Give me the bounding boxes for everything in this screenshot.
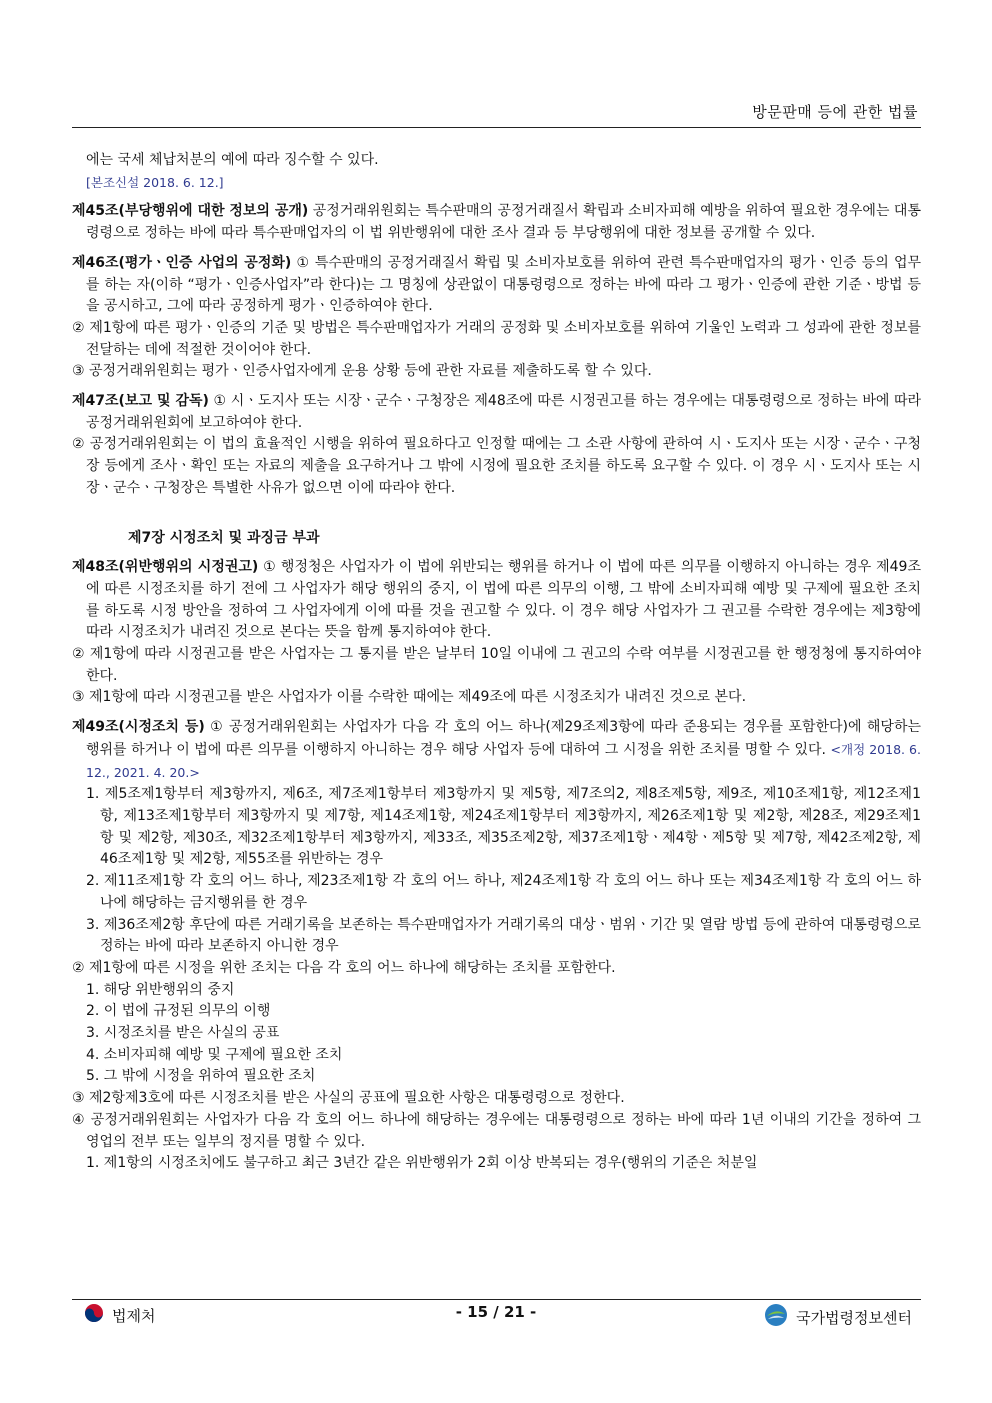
page-number: - 15 / 21 -: [455, 1303, 537, 1321]
article-46-paragraph-1: ① 특수판매의 공정거래질서 확립 및 소비자보호를 위하여 관련 특수판매업자의 평가ㆍ인증 등의 업무를 하는 자(이하 “평가ㆍ인증사업자”라 한다)는 그 명칭에 상관없이 대통령령으로 정하는 바에 따라 그 평가ㆍ인증에 관한 기준ㆍ방법 등을 공시하고, 그에 따라 공정하게 평가ㆍ인증하여야 한다.: [86, 254, 922, 315]
article-49-p2-item-2: 2. 이 법에 규정된 의무의 이행: [86, 1003, 271, 1020]
article-46-title: 제46조(평가ㆍ인증 사업의 공정화): [72, 254, 292, 271]
article-49-amendment-note: <개정 2018. 6. 12., 2021. 4. 20.>: [86, 741, 921, 780]
article-49-p4-item-1: 1. 제1항의 시정조치에도 불구하고 최근 3년간 같은 위반행위가 2회 이상 반복되는 경우(행위의 기준은 처분일: [86, 1155, 758, 1172]
article-48: [72, 557, 921, 644]
article-49-p2-item-1: 1. 해당 위반행위의 중지: [86, 981, 235, 998]
chapter-heading: 제7장 시정조치 및 과징금 부과: [128, 529, 320, 546]
article-49-title: 제49조(시정조치 등): [72, 719, 205, 736]
article-47: [72, 391, 921, 434]
article-49-paragraph-4: ④ 공정거래위원회는 사업자가 다음 각 호의 어느 하나에 해당하는 경우에는 대통령령으로 정하는 바에 따라 1년 이내의 기간을 정하여 그 영업의 전부 또는 일부의 정지를 명할 수 있다.: [72, 1111, 921, 1150]
article-49-item-1: 1. 제5조제1항부터 제3항까지, 제6조, 제7조제1항부터 제3항까지 및 제5항, 제7조의2, 제8조제5항, 제9조, 제10조제1항, 제12조제1항, 제13조제1항부터 제3항까지 및 제7항, 제14조제1항, 제24조제1항부터 제3항까지, 제26조제1항 및 제2항, 제28조, 제29조제1항 및 제2항, 제30조, 제32조제1항부터 제3항까지, 제33조, 제35조제2항, 제37조제1항ㆍ제4항ㆍ제5항 및 제7항, 제42조제2항, 제46조제1항 및 제2항, 제55조를 위반하는 경우: [86, 786, 921, 868]
document-body: [72, 150, 921, 1175]
article-49-item-3: 3. 제36조제2항 후단에 따른 거래기록을 보존하는 특수판매업자가 거래기록의 대상ㆍ범위ㆍ기간 및 열람 방법 등에 관하여 대통령령으로 정하는 바에 따라 보존하지 아니한 경우: [86, 916, 921, 955]
article-47-paragraph-2: ② 공정거래위원회는 이 법의 효율적인 시행을 위하여 필요하다고 인정할 때에는 그 소관 사항에 관하여 시ㆍ도지사 또는 시장ㆍ군수ㆍ구청장 등에게 조사ㆍ확인 또는 자료의 제출을 요구하거나 그 밖에 시정에 필요한 조치를 하도록 요구할 수 있다. 이 경우 시ㆍ도지사 또는 시장ㆍ군수ㆍ구청장은 특별한 사유가 없으면 이에 따라야 한다.: [72, 436, 921, 496]
footer-divider: [72, 1299, 921, 1300]
article-47-title: 제47조(보고 및 감독): [72, 393, 209, 410]
article-46-paragraph-3: ③ 공정거래위원회는 평가ㆍ인증사업자에게 운용 상황 등에 관한 자료를 제출하도록 할 수 있다.: [72, 363, 652, 380]
article-48-title: 제48조(위반행위의 시정권고): [72, 559, 259, 576]
article-48-paragraph-1: ① 행정청은 사업자가 이 법에 위반되는 행위를 하거나 이 법에 따른 의무를 이행하지 아니하는 경우 제49조에 따른 시정조치를 하기 전에 그 사업자가 해당 행위의 중지, 이 법에 따른 의무의 이행, 그 밖에 소비자피해 예방 및 구제에 필요한 조치를 하도록 시정 방안을 정하여 그 사업자에게 이에 따를 것을 권고할 수 있다. 이 경우 해당 사업자가 그 권고를 수락한 경우에는 제3항에 따라 시정조치가 내려진 것으로 본다는 뜻을 함께 통지하여야 한다.: [86, 559, 921, 641]
article-49-p2-item-5: 5. 그 밖에 시정을 위하여 필요한 조치: [86, 1068, 316, 1085]
article-48-paragraph-3: ③ 제1항에 따라 시정권고를 받은 사업자가 이를 수락한 때에는 제49조에 따른 시정조치가 내려진 것으로 본다.: [72, 689, 747, 706]
header-divider: [72, 127, 921, 128]
article-45-title: 제45조(부당행위에 대한 정보의 공개): [72, 203, 309, 220]
article-49-paragraph-2: ② 제1항에 따른 시정을 위한 조치는 다음 각 호의 어느 하나에 해당하는 조치를 포함한다.: [72, 959, 616, 976]
article-46: [72, 253, 921, 318]
article-49-paragraph-1: ① 공정거래위원회는 사업자가 다음 각 호의 어느 하나(제29조제3항에 따라 준용되는 경우를 포함한다)에 해당하는 행위를 하거나 이 법에 따른 의무를 이행하지 아니하는 경우 해당 사업자 등에 대하여 그 시정을 위한 조치를 명할 수 있다.: [86, 719, 921, 758]
footer-right: [764, 1303, 912, 1331]
article-49-paragraph-3: ③ 제2항제3호에 따른 시정조치를 받은 사실의 공표에 필요한 사항은 대통령령으로 정한다.: [72, 1090, 625, 1107]
amendment-note: [본조신설 2018. 6. 12.]: [86, 174, 224, 190]
article-47-paragraph-1: ① 시ㆍ도지사 또는 시장ㆍ군수ㆍ구청장은 제48조에 따른 시정권고를 하는 경우에는 대통령령으로 정하는 바에 따라 공정거래위원회에 보고하여야 한다.: [86, 393, 921, 431]
law-info-center-logo-icon: [764, 1303, 788, 1331]
article-49-p2-item-4: 4. 소비자피해 예방 및 구제에 필요한 조치: [86, 1046, 343, 1063]
article-46-paragraph-2: ② 제1항에 따른 평가ㆍ인증의 기준 및 방법은 특수판매업자가 거래의 공정화 및 소비자보호를 위하여 기울인 노력과 그 성과에 관한 정보를 전달하는 데에 적절한 것이어야 한다.: [72, 319, 921, 358]
article-45: [72, 201, 921, 244]
article-49-p2-item-3: 3. 시정조치를 받은 사실의 공표: [86, 1025, 280, 1042]
header-title: 방문판매 등에 관한 법률: [752, 103, 918, 121]
article-48-paragraph-2: ② 제1항에 따라 시정권고를 받은 사업자는 그 통지를 받은 날부터 10일 이내에 그 권고의 수락 여부를 시정권고를 한 행정청에 통지하여야 한다.: [72, 646, 921, 684]
continued-text: 에는 국세 체납처분의 예에 따라 징수할 수 있다.: [86, 152, 379, 168]
article-49: [72, 717, 921, 784]
article-49-item-2: 2. 제11조제1항 각 호의 어느 하나, 제23조제1항 각 호의 어느 하나, 제24조제1항 각 호의 어느 하나 또는 제34조제1항 각 호의 어느 하나에 해당하는 금지행위를 한 경우: [86, 873, 921, 911]
page-footer: [0, 1303, 992, 1329]
article-45-text: 공정거래위원회는 특수판매의 공정거래질서 확립과 소비자피해 예방을 위하여 필요한 경우에는 대통령령으로 정하는 바에 따라 특수판매업자의 이 법 위반행위에 대한 조사 결과 등 부당행위에 대한 정보를 공개할 수 있다.: [86, 203, 921, 242]
footer-left-label: 법제처: [112, 1306, 156, 1325]
footer-right-label: 국가법령정보센터: [796, 1308, 912, 1327]
